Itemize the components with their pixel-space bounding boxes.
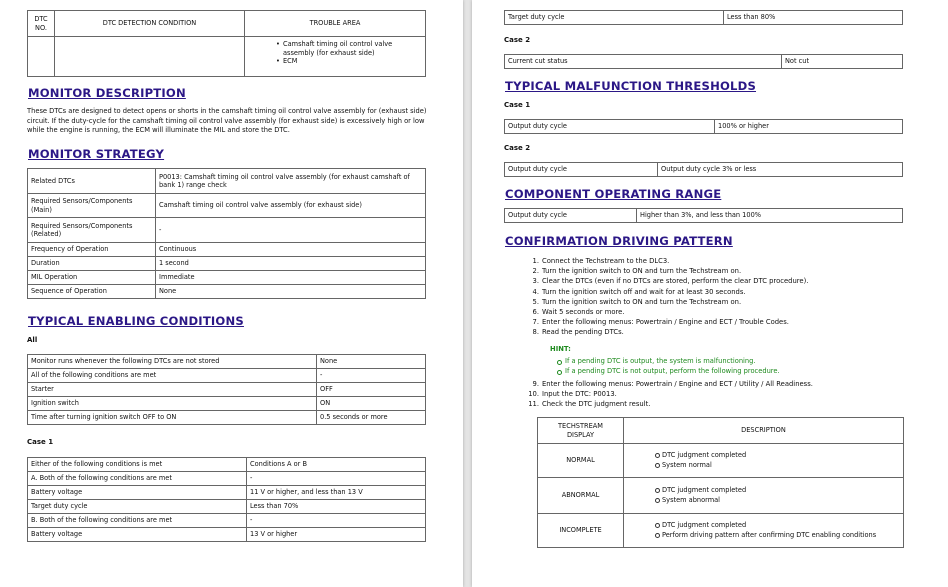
threshold-case2-table	[504, 162, 903, 177]
list-item: 11. Check the DTC judgment result.	[528, 400, 651, 409]
table-cell: Frequency of Operation	[28, 243, 156, 257]
monitor-description-text: These DTCs are designed to detect opens or shorts in the camshaft timing oil control valve assembly for (exhaust side) circuit. If the duty-cycle for the camshaft timing oil control valve assembly (for exhaust side) is excessively high or low while the engine is running, the ECM will illuminate the MIL and store the DTC.	[27, 107, 427, 135]
table-cell: -	[156, 218, 426, 243]
list-item: System normal	[654, 461, 900, 471]
table-cell: Time after turning ignition switch OFF to ON	[28, 411, 317, 425]
table-cell: MIL Operation	[28, 271, 156, 285]
list-item: • ECM	[275, 57, 422, 66]
table-cell: 1 second	[156, 257, 426, 271]
table-cell: B. Both of the following conditions are met	[28, 514, 247, 528]
case-2-label: Case 2	[504, 36, 531, 44]
list-item: 1. Connect the Techstream to the DLC3.	[532, 257, 670, 265]
table-cell: None	[317, 355, 426, 369]
enabling-conditions-heading: TYPICAL ENABLING CONDITIONS	[28, 314, 244, 328]
all-label: All	[27, 336, 38, 344]
document-page-left	[0, 0, 463, 587]
table-cell: Required Sensors/Components (Main)	[28, 194, 156, 218]
list-item: 2. Turn the ignition switch to ON and turn the Techstream on.	[532, 267, 742, 276]
dtc-table	[27, 10, 426, 77]
threshold-case-1-label: Case 1	[504, 101, 531, 109]
detection-condition-header: DTC DETECTION CONDITION	[55, 11, 245, 37]
case1-continued-table	[504, 10, 903, 25]
list-item: 3. Clear the DTCs (even if no DTCs are stored, perform the clear DTC procedure).	[532, 277, 809, 286]
list-item: 10. Input the DTC: P0013.	[528, 390, 617, 399]
table-cell: Target duty cycle	[28, 500, 247, 514]
table-cell: OFF	[317, 383, 426, 397]
display-incomplete: INCOMPLETE	[538, 514, 624, 548]
table-cell: Sequence of Operation	[28, 285, 156, 299]
table-cell: Output duty cycle	[505, 209, 637, 223]
table-cell: Starter	[28, 383, 317, 397]
table-cell: -	[247, 472, 426, 486]
description-list	[654, 486, 900, 505]
list-item: If a pending DTC is output, the system is malfunctioning.	[557, 357, 780, 367]
table-cell: Camshaft timing oil control valve assembly (for exhaust side)	[156, 194, 426, 218]
monitor-strategy-table	[27, 168, 426, 299]
description-list	[654, 451, 900, 470]
table-cell: Continuous	[156, 243, 426, 257]
enabling-case2-table	[504, 54, 903, 69]
table-cell: Target duty cycle	[505, 11, 724, 25]
table-cell: Battery voltage	[28, 486, 247, 500]
techstream-display-header: TECHSTREAM DISPLAY	[538, 418, 624, 444]
trouble-area-list	[275, 40, 422, 66]
threshold-case1-table	[504, 119, 903, 134]
table-cell: Less than 80%	[724, 11, 903, 25]
table-cell: ON	[317, 397, 426, 411]
table-cell: Not cut	[782, 55, 903, 69]
procedure-steps-1	[525, 256, 808, 338]
table-cell: None	[156, 285, 426, 299]
list-item: System abnormal	[654, 496, 900, 506]
table-cell: Immediate	[156, 271, 426, 285]
table-cell: 11 V or higher, and less than 13 V	[247, 486, 426, 500]
hint-label: HINT:	[550, 345, 571, 353]
list-item: 5. Turn the ignition switch to ON and turn the Techstream on.	[532, 297, 742, 306]
list-item: DTC judgment completed	[654, 486, 900, 496]
monitor-description-heading: MONITOR DESCRIPTION	[28, 86, 186, 100]
table-cell: 13 V or higher	[247, 528, 426, 542]
table-cell: Conditions A or B	[247, 458, 426, 472]
table-cell: -	[247, 514, 426, 528]
table-cell: All of the following conditions are met	[28, 369, 317, 383]
table-cell: -	[317, 369, 426, 383]
table-cell: Higher than 3%, and less than 100%	[637, 209, 903, 223]
table-cell: Output duty cycle	[505, 163, 658, 177]
display-abnormal: ABNORMAL	[538, 478, 624, 514]
table-cell: Output duty cycle	[505, 120, 715, 134]
table-cell: Output duty cycle 3% or less	[658, 163, 903, 177]
trouble-area-header: TROUBLE AREA	[245, 11, 426, 37]
list-item: • Camshaft timing oil control valve assembly (for exhaust side)	[275, 40, 422, 57]
enabling-case1-table	[27, 457, 426, 542]
table-cell: Ignition switch	[28, 397, 317, 411]
list-item: 8. Read the pending DTCs.	[532, 328, 624, 337]
description-list	[654, 521, 900, 540]
display-normal: NORMAL	[538, 444, 624, 478]
component-range-table	[504, 208, 903, 223]
hint-list	[557, 357, 780, 377]
list-item: Perform driving pattern after confirming DTC enabling conditions	[654, 531, 900, 541]
threshold-case-2-label: Case 2	[504, 144, 531, 152]
list-item: 6. Wait 5 seconds or more.	[532, 308, 625, 317]
list-item: DTC judgment completed	[654, 521, 900, 531]
table-cell: 0.5 seconds or more	[317, 411, 426, 425]
table-cell: Either of the following conditions is met	[28, 458, 247, 472]
table-cell: Current cut status	[505, 55, 782, 69]
table-cell: A. Both of the following conditions are met	[28, 472, 247, 486]
list-item: 4. Turn the ignition switch off and wait for at least 30 seconds.	[532, 287, 746, 296]
table-cell: 100% or higher	[715, 120, 903, 134]
list-item: DTC judgment completed	[654, 451, 900, 461]
case-1-label: Case 1	[27, 438, 54, 446]
malfunction-thresholds-heading: TYPICAL MALFUNCTION THRESHOLDS	[505, 79, 757, 93]
list-item: 7. Enter the following menus: Powertrain / Engine and ECT / Trouble Codes.	[532, 318, 789, 327]
table-cell: Less than 70%	[247, 500, 426, 514]
table-cell: Battery voltage	[28, 528, 247, 542]
list-item: If a pending DTC is not output, perform the following procedure.	[557, 367, 780, 377]
dtc-no-header: DTC NO.	[28, 11, 55, 37]
description-header: DESCRIPTION	[624, 418, 904, 444]
list-item: 9. Enter the following menus: Powertrain / Engine and ECT / Utility / All Readiness.	[532, 380, 813, 388]
dtc-judgment-table	[537, 417, 904, 548]
table-cell: Required Sensors/Components (Related)	[28, 218, 156, 243]
table-cell: Related DTCs	[28, 169, 156, 194]
table-cell: Monitor runs whenever the following DTCs are not stored	[28, 355, 317, 369]
table-cell: Duration	[28, 257, 156, 271]
table-cell: P0013: Camshaft timing oil control valve assembly (for exhaust camshaft of bank 1) range check	[156, 169, 426, 194]
procedure-steps-2	[525, 379, 813, 410]
document-page-right	[472, 0, 948, 587]
component-range-heading: COMPONENT OPERATING RANGE	[505, 187, 722, 201]
enabling-all-table	[27, 354, 426, 425]
confirmation-pattern-heading: CONFIRMATION DRIVING PATTERN	[505, 234, 733, 248]
monitor-strategy-heading: MONITOR STRATEGY	[28, 147, 165, 161]
